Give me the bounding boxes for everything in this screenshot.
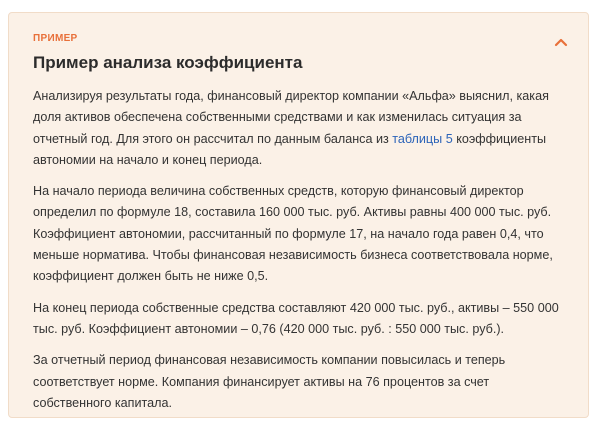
example-card [8, 12, 589, 418]
table-5-link[interactable]: таблицы 5 [392, 131, 453, 146]
collapse-button[interactable] [552, 35, 570, 49]
example-title: Пример анализа коэффициента [33, 53, 303, 72]
paragraph-1-text-before: Анализируя результаты года, финансовый директор компании «Альфа» выяснил, какая доля активов обеспечена собственными средствами и как изменилась ситуация за отчетный год. Для этого он рассчитал по данным баланса из [33, 89, 549, 146]
example-body [33, 86, 563, 424]
paragraph-1 [33, 86, 563, 171]
paragraph-1-text-after: коэффициенты автономии на начало и конец периода. [33, 131, 547, 167]
chevron-up-icon [552, 35, 570, 49]
paragraph-4: За отчетный период финансовая независимость компании повысилась и теперь соответствует норме. Компания финансирует активы на 76 процентов за счет собственного капитала. [33, 353, 506, 410]
paragraph-3: На конец периода собственные средства составляют 420 000 тыс. руб., активы – 550 000 тыс. руб. Коэффициент автономии – 0,76 (420 000 тыс. руб. : 550 000 тыс. руб.). [33, 300, 559, 336]
example-label: ПРИМЕР [33, 33, 78, 44]
paragraph-2: На начало периода величина собственных средств, которую финансовый директор определил по формуле 18, составила 160 000 тыс. руб. Активы равны 400 000 тыс. руб. Коэффициент автономии, рассчитанный по формуле 17, на начало года равен 0,4, что меньше норматива. Чтобы финансовая независимость бизнеса соответствовала норме, коэффициент должен быть не ниже 0,5. [33, 184, 553, 284]
